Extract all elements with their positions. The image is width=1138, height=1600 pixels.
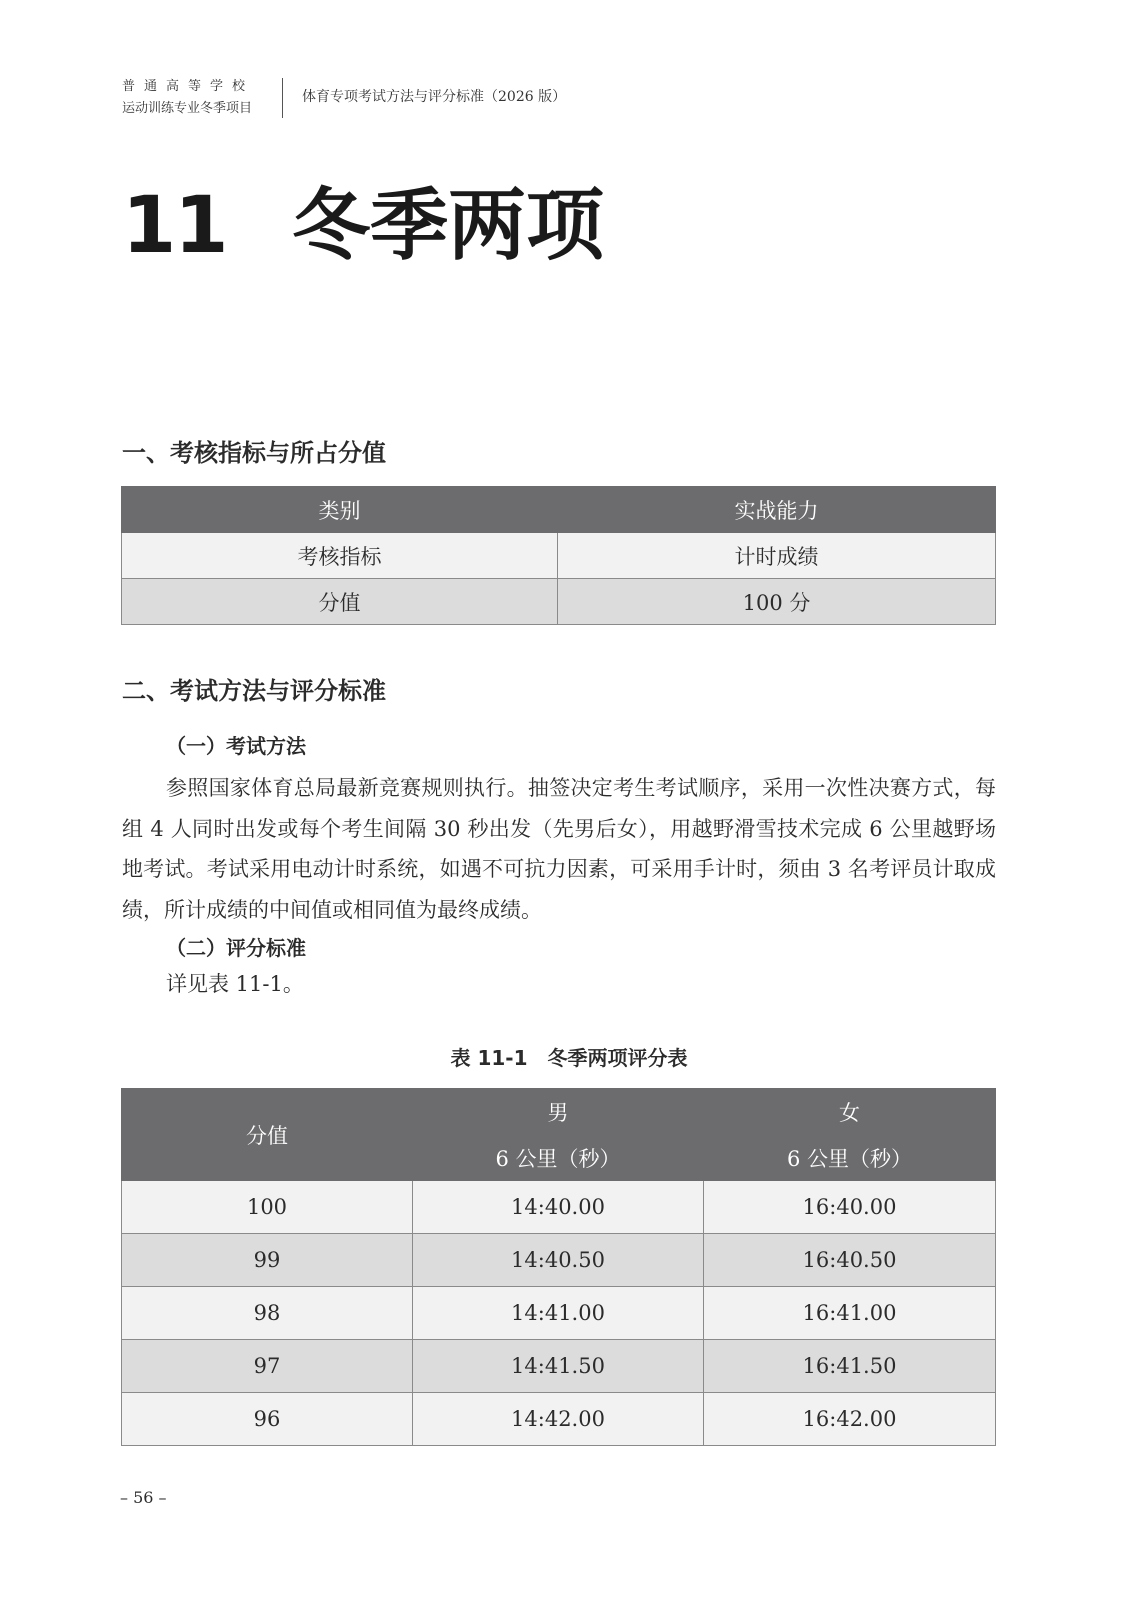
- table-cell: 14:42.00: [413, 1393, 704, 1446]
- table-row: [122, 579, 996, 625]
- score-table: [121, 1088, 996, 1446]
- subheading-scoring: （二）评分标准: [166, 936, 306, 960]
- section-heading-2: 二、考试方法与评分标准: [122, 677, 386, 705]
- header-program: 运动训练专业冬季项目: [122, 101, 253, 116]
- chapter-number: 11: [122, 181, 227, 271]
- chapter-title: [122, 178, 604, 274]
- table-row: [122, 1181, 996, 1234]
- table-row: [122, 533, 996, 579]
- table-cell: 14:41.00: [413, 1287, 704, 1340]
- table-cell: 98: [122, 1287, 413, 1340]
- table-cell: 14:40.00: [413, 1181, 704, 1234]
- table-cell: 96: [122, 1393, 413, 1446]
- table-cell: 100: [122, 1181, 413, 1234]
- table-header-male: 男: [413, 1089, 704, 1135]
- header-divider: [282, 78, 283, 118]
- section-heading-1: 一、考核指标与所占分值: [122, 439, 386, 467]
- table-header-score: 分值: [122, 1089, 413, 1181]
- table-row: [122, 1234, 996, 1287]
- table-cell: 16:40.00: [704, 1181, 996, 1234]
- table-cell: 14:41.50: [413, 1340, 704, 1393]
- table-header: 类别: [122, 487, 558, 533]
- indicator-table: [121, 486, 996, 625]
- table-cell: 14:40.50: [413, 1234, 704, 1287]
- table-cell: 16:40.50: [704, 1234, 996, 1287]
- page-number: – 56 –: [120, 1488, 167, 1507]
- table-cell: 16:41.00: [704, 1287, 996, 1340]
- table-header-female: 女: [704, 1089, 996, 1135]
- table-row: [122, 1340, 996, 1393]
- chapter-name: 冬季两项: [292, 181, 605, 271]
- table-subheader-female: 6 公里（秒）: [704, 1135, 996, 1181]
- table-cell: 100 分: [558, 579, 996, 625]
- running-header-left: [122, 76, 272, 120]
- table-caption: 表 11-1 冬季两项评分表: [450, 1046, 688, 1070]
- header-school: 普通高等学校: [122, 79, 255, 94]
- table-cell: 99: [122, 1234, 413, 1287]
- see-table-text: 详见表 11-1。: [166, 972, 304, 996]
- table-row: [122, 1287, 996, 1340]
- table-header: 实战能力: [558, 487, 996, 533]
- exam-method-paragraph: 参照国家体育总局最新竞赛规则执行。抽签决定考生考试顺序，采用一次性决赛方式，每组 4 人同时出发或每个考生间隔 30 秒出发（先男后女），用越野滑雪技术完成 6 公里越野场地考试。考试采用电动计时系统，如遇不可抗力因素，可采用手计时，须由 3 名考评员计取成绩，所计成绩的中间值或相同值为最终成绩。: [122, 776, 996, 922]
- table-cell: 16:41.50: [704, 1340, 996, 1393]
- table-subheader-male: 6 公里（秒）: [413, 1135, 704, 1181]
- table-cell: 计时成绩: [558, 533, 996, 579]
- table-cell: 97: [122, 1340, 413, 1393]
- table-cell: 考核指标: [122, 533, 558, 579]
- table-cell: 分值: [122, 579, 558, 625]
- table-row: [122, 1393, 996, 1446]
- subheading-exam-method: （一）考试方法: [166, 734, 306, 758]
- header-book-title: 体育专项考试方法与评分标准（2026 版）: [302, 89, 567, 105]
- table-cell: 16:42.00: [704, 1393, 996, 1446]
